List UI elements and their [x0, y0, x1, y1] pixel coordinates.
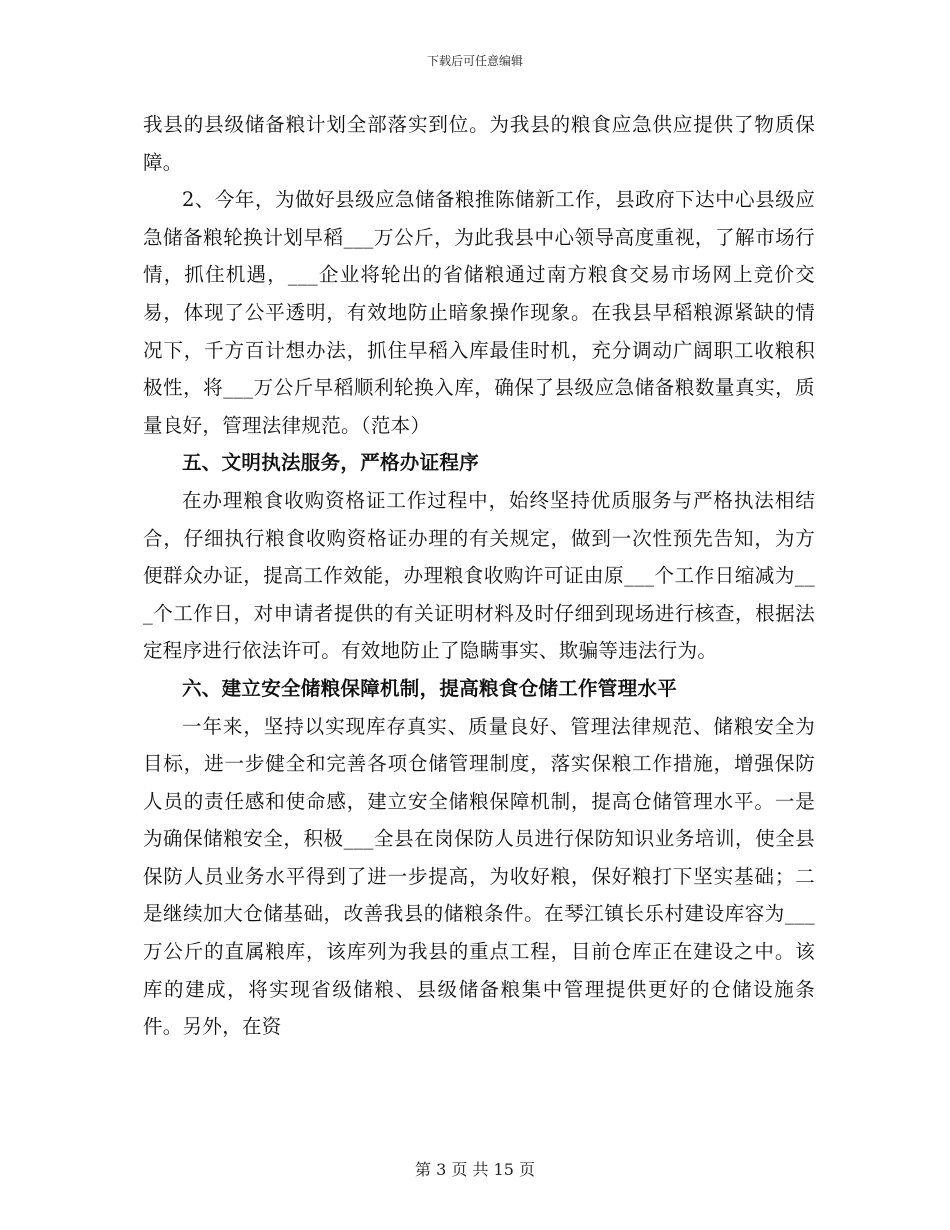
paragraph-section-6: 一年来，坚持以实现库存真实、质量良好、管理法律规范、储粮安全为目标，进一步健全和完善各项仓储管理制度，落实保粮工作措施，增强保防人员的责任感和使命感，建立安全储粮保障机制，提高仓储管理水平。一是为确保储粮安全，积极___全县在岗保防人员进行保防知识业务培训，使全县保防人员业务水平得到了进一步提高，为收好粮，保好粮打下坚实基础；二是继续加大仓储基础，改善我县的储粮条件。在琴江镇长乐村建设库容为___万公斤的直属粮库，该库列为我县的重点工程，目前仓库正在建设之中。该库的建成，将实现省级储粮、县级储备粮集中管理提供更好的仓储设施条件。另外，在资 — [143, 714, 815, 1039]
section-heading-5: 五、文明执法服务，严格办证程序 — [182, 451, 480, 475]
section-heading-6: 六、建立安全储粮保障机制，提高粮食仓储工作管理水平 — [182, 676, 678, 700]
paragraph-item-2: 2、今年，为做好县级应急储备粮推陈储新工作，县政府下达中心县级应急储备粮轮换计划早稻___万公斤，为此我县中心领导高度重视，了解市场行情，抓住机遇，___企业将轮出的省储粮通过南方粮食交易市场网上竞价交易，体现了公平透明，有效地防止暗象操作现象。在我县早稻粮源紧缺的情况下，千方百计想办法，抓住早稻入库最佳时机，充分调动广阔职工收粮积极性，将___万公斤早稻顺利轮换入库，确保了县级应急储备粮数量真实，质量良好，管理法律规范。（范本） — [143, 188, 815, 437]
paragraph-continuation: 我县的县级储备粮计划全部落实到位。为我县的粮食应急供应提供了物质保障。 — [143, 113, 815, 174]
page-number-footer: 第 3 页 共 15 页 — [415, 1160, 535, 1179]
paragraph-section-5: 在办理粮食收购资格证工作过程中，始终坚持优质服务与严格执法相结合，仔细执行粮食收购资格证办理的有关规定，做到一次性预先告知，为方便群众办证，提高工作效能，办理粮食收购许可证由原___个工作日缩减为___个工作日，对申请者提供的有关证明材料及时仔细到现场进行核查，根据法定程序进行依法许可。有效地防止了隐瞒事实、欺骗等违法行为。 — [143, 488, 815, 663]
document-body — [143, 106, 815, 1046]
page-header-note: 下载后可任意编辑 — [426, 54, 523, 68]
